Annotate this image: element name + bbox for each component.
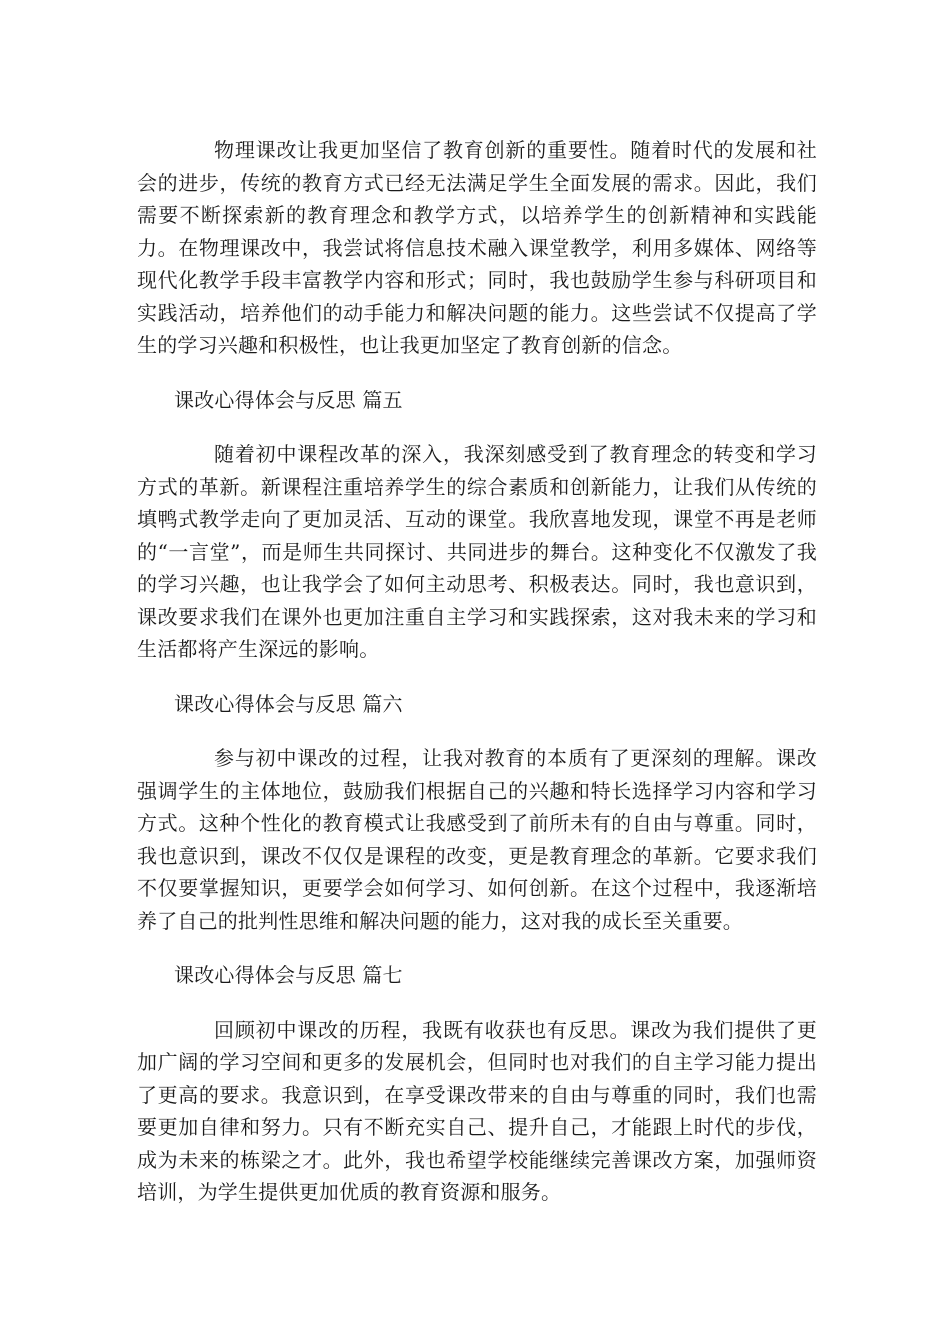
- spacer: [137, 416, 817, 438]
- spacer: [137, 720, 817, 742]
- section-heading-5: 课改心得体会与反思 篇五: [174, 387, 403, 412]
- spacer: [137, 992, 817, 1014]
- paragraph-section-5: 随着初中课程改革的深入，我深刻感受到了教育理念的转变和学习方式的革新。新课程注重培养学生的综合素质和创新能力，让我们从传统的填鸭式教学走向了更加灵活、互动的课堂。我欣喜地发现，课堂不再是老师的“一言堂”，而是师生共同探讨、共同进步的舞台。这种变化不仅激发了我的学习兴趣，也让我学会了如何主动思考、积极表达。同时，我也意识到，课改要求我们在课外也更加注重自主学习和实践探索，这对我未来的学习和生活都将产生深远的影响。: [137, 442, 817, 661]
- section-heading-6: 课改心得体会与反思 篇六: [174, 691, 403, 716]
- section-heading-7: 课改心得体会与反思 篇七: [174, 963, 403, 987]
- paragraph-section-7: 回顾初中课改的历程，我既有收获也有反思。课改为我们提供了更加广阔的学习空间和更多的发展机会，但同时也对我们的自主学习能力提出了更高的要求。我意识到，在享受课改带来的自由与尊重的同时，我们也需要更加自律和努力。只有不断充实自己、提升自己，才能跟上时代的步伐，成为未来的栋梁之才。此外，我也希望学校能继续完善课改方案，加强师资培训，为学生提供更加优质的教育资源和服务。: [137, 1017, 817, 1204]
- paragraph-section-6: 参与初中课改的过程，让我对教育的本质有了更深刻的理解。课改强调学生的主体地位，鼓励我们根据自己的兴趣和特长选择学习内容和学习方式。这种个性化的教育模式让我感受到了前所未有的自由与尊重。同时，我也意识到，课改不仅仅是课程的改变，更是教育理念的革新。它要求我们不仅要掌握知识，更要学会如何学习、如何创新。在这个过程中，我逐渐培养了自己的批判性思维和解决问题的能力，这对我的成长至关重要。: [137, 746, 817, 933]
- spacer: [137, 666, 817, 688]
- spacer: [137, 362, 817, 384]
- document-page: [137, 134, 817, 1209]
- paragraph-physics-reform: 物理课改让我更加坚信了教育创新的重要性。随着时代的发展和社会的进步，传统的教育方式已经无法满足学生全面发展的需求。因此，我们需要不断探索新的教育理念和教学方式，以培养学生的创新精神和实践能力。在物理课改中，我尝试将信息技术融入课堂教学，利用多媒体、网络等现代化教学手段丰富教学内容和形式；同时，我也鼓励学生参与科研项目和实践活动，培养他们的动手能力和解决问题的能力。这些尝试不仅提高了学生的学习兴趣和积极性，也让我更加坚定了教育创新的信念。: [137, 138, 817, 357]
- spacer: [137, 937, 817, 959]
